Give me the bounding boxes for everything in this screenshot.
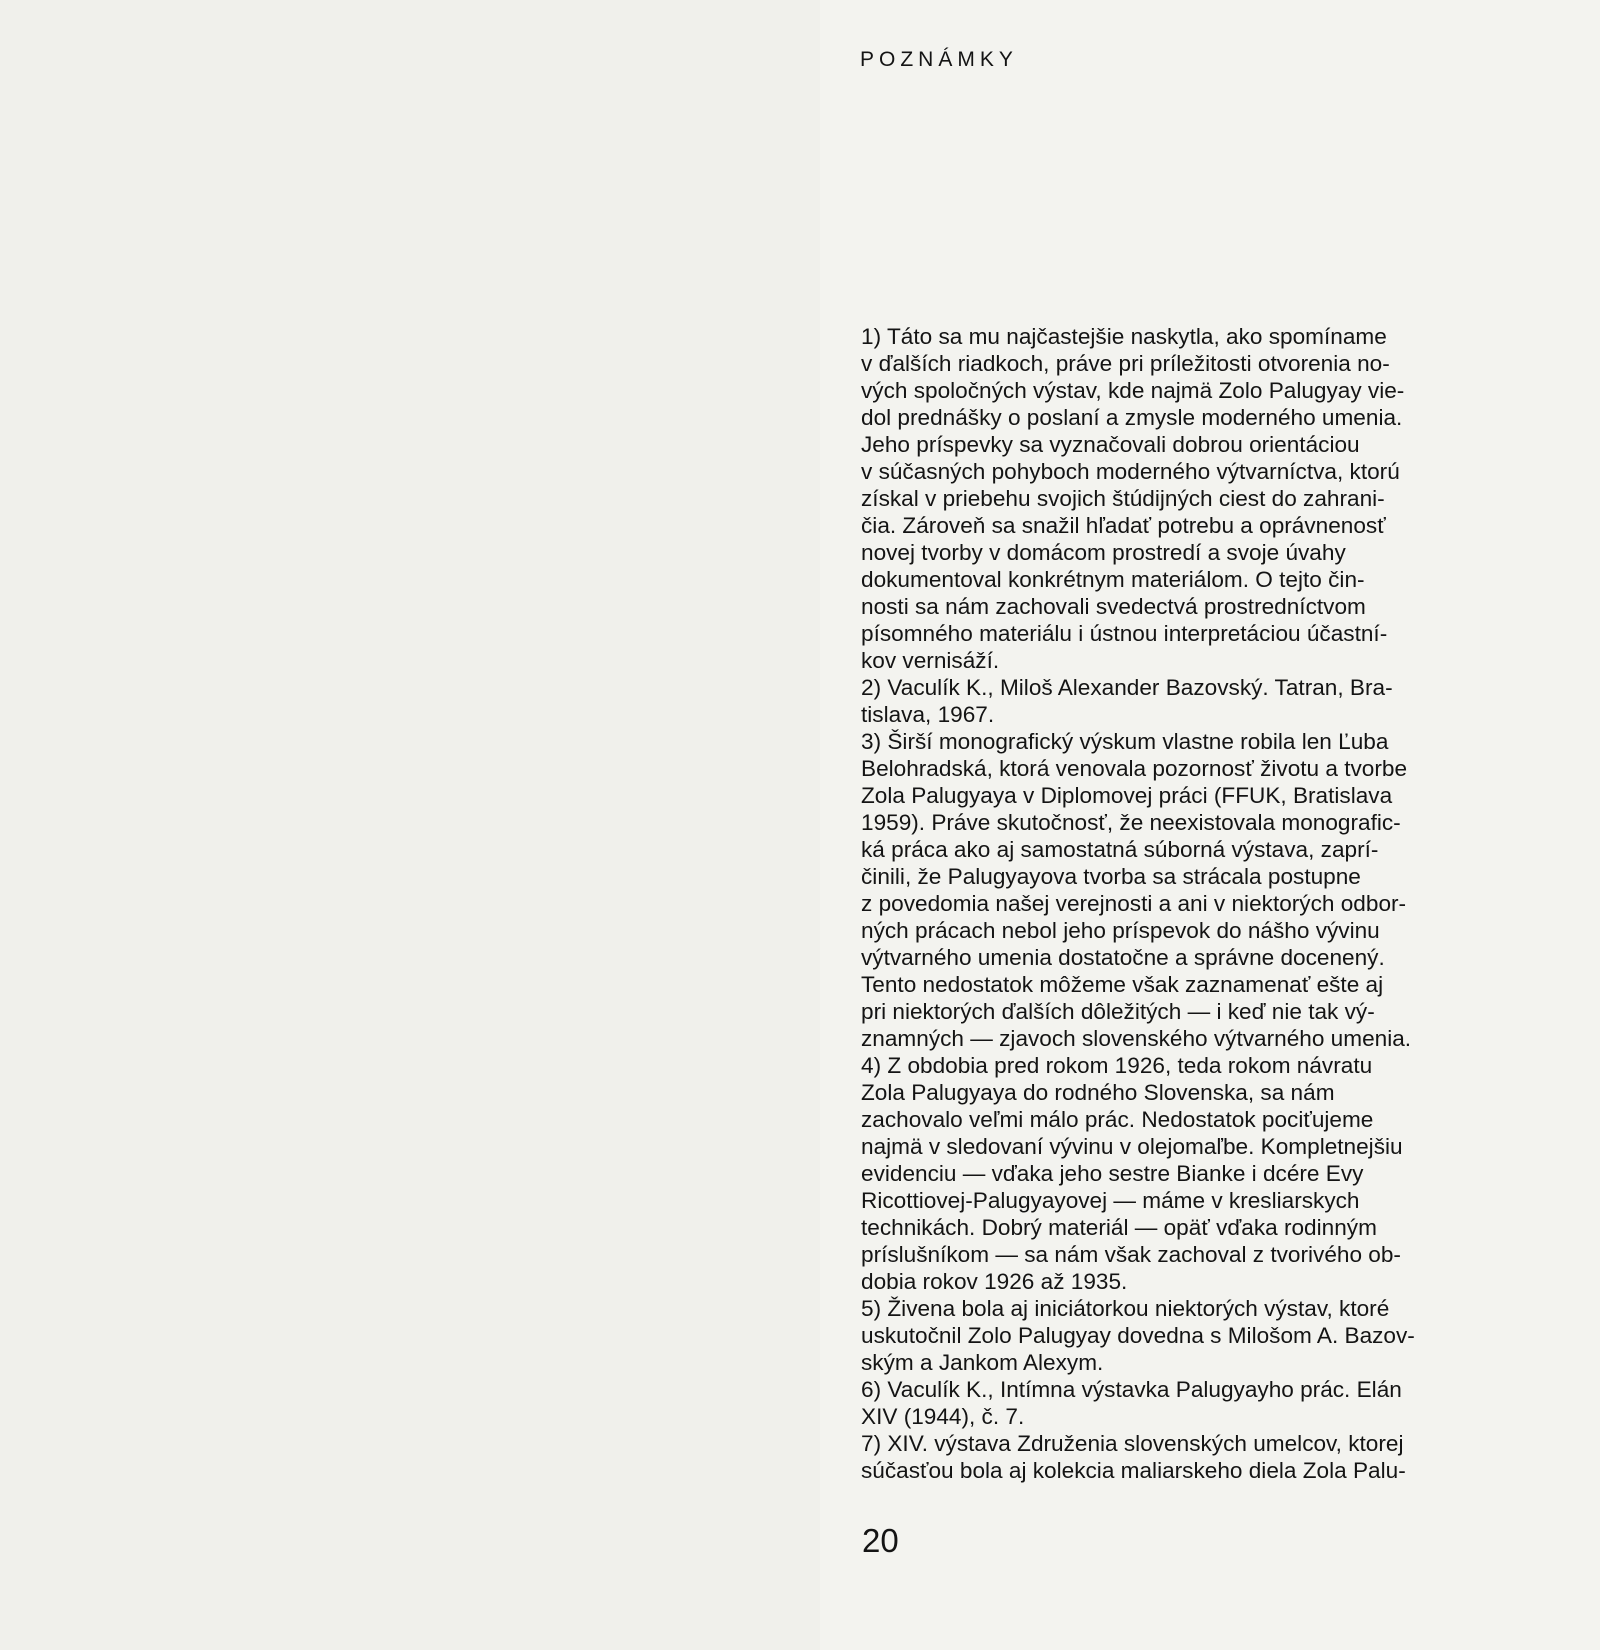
page-number: 20 xyxy=(862,1522,899,1559)
note-3: 3) Širší monografický výskum vlastne robila len Ľuba Belohradská, ktorá venovala pozornosť životu a tvorbe Zola Palugyaya v Diplomovej práci (FFUK, Bratislava 1959). Práve skutočnosť, že neexistovala monografic- ká práca ako aj samostatná súborná výstava, zaprí- činili, že Palugyayova tvorba sa strácala postupne z povedomia našej verejnosti a ani v niektorých odbor- ných prácach nebol jeho príspevok do nášho vývinu výtvarného umenia dostatočne a správne docenený. Tento nedostatok môžeme však zaznamenať ešte aj pri niektorých ďalších dôležitých — i keď nie tak vý- znamných — zjavoch slovenského výtvarného umenia. xyxy=(861,729,1412,1051)
note-7: 7) XIV. výstava Združenia slovenských umelcov, ktorej súčasťou bola aj kolekcia maliarskeho diela Zola Palu- xyxy=(861,1431,1406,1483)
notes-list xyxy=(861,323,1553,1484)
section-heading: POZNÁMKY xyxy=(860,48,1018,71)
note-2: 2) Vaculík K., Miloš Alexander Bazovský. Tatran, Bra- tislava, 1967. xyxy=(861,675,1393,727)
note-6: 6) Vaculík K., Intímna výstavka Palugyayho prác. Elán XIV (1944), č. 7. xyxy=(861,1377,1402,1429)
note-1: 1) Táto sa mu najčastejšie naskytla, ako spomíname v ďalších riadkoch, práve pri príležitosti otvorenia no- vých spoločných výstav, kde najmä Zolo Palugyay vie- dol prednášky o poslaní a zmysle moderného umenia. Jeho príspevky sa vyznačovali dobrou orientáciou v súčasných pohyboch moderného výtvarníctva, ktorú získal v priebehu svojich štúdijných ciest do zahrani- čia. Zároveň sa snažil hľadať potrebu a oprávnenosť novej tvorby v domácom prostredí a svoje úvahy dokumentoval konkrétnym materiálom. O tejto čin- nosti sa nám zachovali svedectvá prostredníctvom písomného materiálu i ústnou interpretáciou účastní- kov vernisáží. xyxy=(861,324,1405,673)
note-5: 5) Živena bola aj iniciátorkou niektorých výstav, ktoré uskutočnil Zolo Palugyay dovedna s Milošom A. Bazov- ským a Jankom Alexym. xyxy=(861,1296,1415,1375)
note-4: 4) Z obdobia pred rokom 1926, teda rokom návratu Zola Palugyaya do rodného Slovenska, sa nám zachovalo veľmi málo prác. Nedostatok pociťujeme najmä v sledovaní vývinu v olejomaľbe. Kompletnejšiu evidenciu — vďaka jeho sestre Bianke i dcére Evy Ricottiovej-Palugyayovej — máme v kresliarskych technikách. Dobrý materiál — opäť vďaka rodinným príslušníkom — sa nám však zachoval z tvorivého ob- dobia rokov 1926 až 1935. xyxy=(861,1053,1403,1294)
